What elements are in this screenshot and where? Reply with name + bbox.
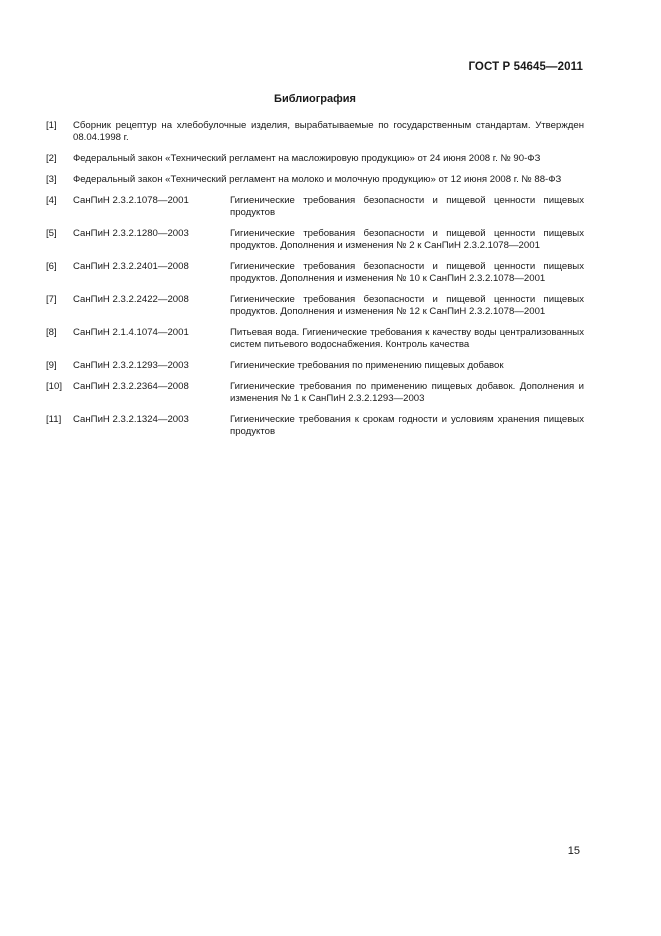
page-title: Библиография: [274, 93, 356, 105]
bibliography-entry: [46, 261, 584, 285]
entry-text: Федеральный закон «Технический регламент на масложировую продукцию» от 24 июня 2008 г. № 90-ФЗ: [73, 153, 541, 164]
entry-number: [2]: [46, 153, 57, 164]
entry-title: Гигиенические требования безопасности и пищевой ценности пищевых продуктов. Дополнения и изменения № 2 к СанПиН 2.3.2.1078—2001: [230, 228, 584, 251]
entry-number: [11]: [46, 414, 62, 425]
entry-title: Гигиенические требования безопасности и пищевой ценности пищевых продуктов: [230, 195, 584, 218]
bibliography-entry: [46, 294, 584, 318]
bibliography-entry: [46, 174, 584, 186]
entry-code: СанПиН 2.3.2.1324—2003: [73, 414, 189, 425]
bibliography-entry: [46, 360, 584, 372]
entry-number: [4]: [46, 195, 57, 206]
entry-code: СанПиН 2.3.2.2422—2008: [73, 294, 189, 305]
document-code: ГОСТ Р 54645—2011: [468, 61, 583, 73]
entry-number: [6]: [46, 261, 57, 272]
bibliography-entry: [46, 120, 584, 144]
entry-code: СанПиН 2.3.2.1293—2003: [73, 360, 189, 371]
entry-title: Гигиенические требования по применению пищевых добавок. Дополнения и изменения № 1 к СанПиН 2.3.2.1293—2003: [230, 381, 584, 404]
entry-number: [9]: [46, 360, 57, 371]
entry-title: Гигиенические требования по применению пищевых добавок: [230, 360, 504, 371]
entry-text: Сборник рецептур на хлебобулочные изделия, вырабатываемые по государственным стандартам. Утвержден 08.04.1998 г.: [73, 120, 584, 143]
entry-number: [3]: [46, 174, 57, 185]
bibliography-entry: [46, 153, 584, 165]
entry-code: СанПиН 2.3.2.2401—2008: [73, 261, 189, 272]
entry-number: [5]: [46, 228, 57, 239]
entry-number: [1]: [46, 120, 57, 131]
bibliography-entry: [46, 381, 584, 405]
bibliography-entry: [46, 228, 584, 252]
bibliography-list: [46, 120, 584, 447]
bibliography-entry: [46, 195, 584, 219]
entry-code: СанПиН 2.1.4.1074—2001: [73, 327, 189, 338]
bibliography-entry: [46, 327, 584, 351]
entry-number: [7]: [46, 294, 57, 305]
entry-title: Гигиенические требования безопасности и пищевой ценности пищевых продуктов. Дополнения и изменения № 10 к СанПиН 2.3.2.1078—2001: [230, 261, 584, 284]
entry-title: Гигиенические требования к срокам годности и условиям хранения пищевых продуктов: [230, 414, 584, 437]
entry-number: [10]: [46, 381, 63, 392]
entry-number: [8]: [46, 327, 57, 338]
entry-code: СанПиН 2.3.2.1078—2001: [73, 195, 189, 206]
entry-text: Федеральный закон «Технический регламент на молоко и молочную продукцию» от 12 июня 2008 г. № 88-ФЗ: [73, 174, 562, 185]
page-number: 15: [567, 845, 580, 857]
entry-code: СанПиН 2.3.2.1280—2003: [73, 228, 189, 239]
entry-code: СанПиН 2.3.2.2364—2008: [73, 381, 189, 392]
bibliography-entry: [46, 414, 584, 438]
entry-title: Гигиенические требования безопасности и пищевой ценности пищевых продуктов. Дополнения и изменения № 12 к СанПиН 2.3.2.1078—2001: [230, 294, 584, 317]
entry-title: Питьевая вода. Гигиенические требования к качеству воды централизованных систем питьевого водоснабжения. Контроль качества: [230, 327, 584, 350]
